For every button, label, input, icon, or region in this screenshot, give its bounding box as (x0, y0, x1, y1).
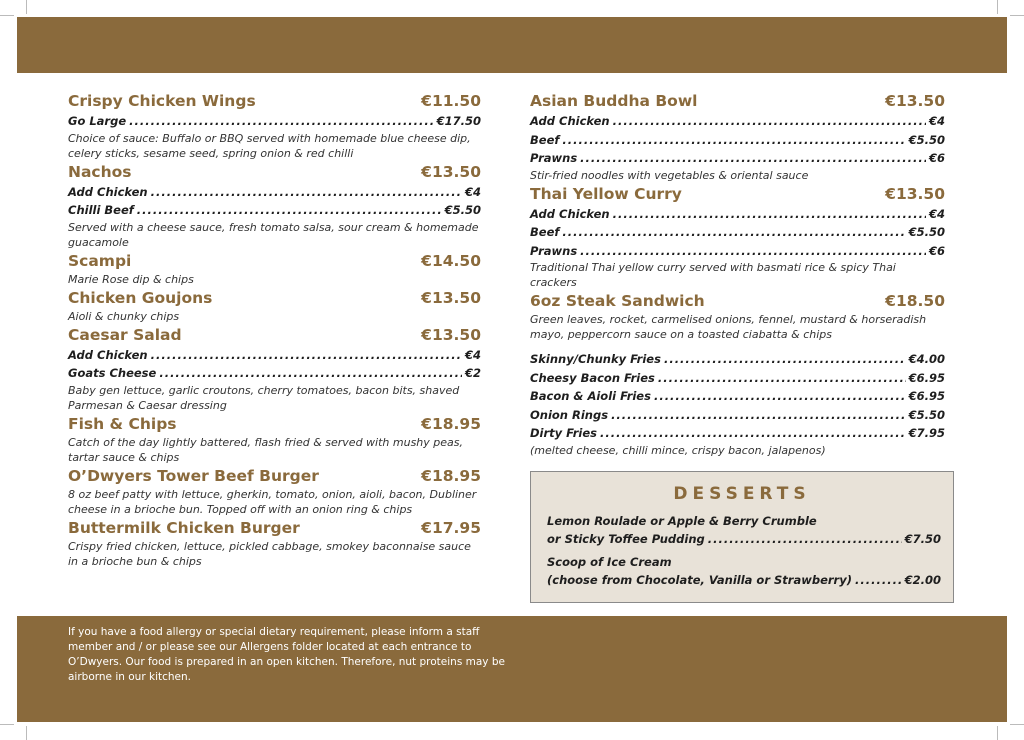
item-description: Choice of sauce: Buffalo or BBQ served with homemade blue cheese dip, celery sticks, sesame seed, spring onion & red chilli (68, 131, 471, 160)
menu-item (68, 161, 481, 250)
dot-leader (151, 346, 462, 365)
item-description: Green leaves, rocket, carmelised onions, fennel, mustard & horseradish mayo, peppercorn sauce on a toasted ciabatta & chips (530, 313, 927, 341)
dot-leader (129, 112, 433, 131)
addon-row (68, 112, 481, 131)
dot-leader (159, 364, 462, 383)
dot-leader (580, 242, 926, 261)
addon-label: Add Chicken (530, 114, 610, 128)
dot-leader (611, 406, 906, 425)
item-price: €18.50 (885, 292, 945, 310)
addon-row (530, 223, 945, 242)
item-description: Traditional Thai yellow curry served with basmati rice & spicy Thai crackers (530, 261, 896, 289)
menu-column-right (530, 90, 945, 458)
addon-price: €4 (928, 206, 945, 221)
addon-label: Prawns (530, 151, 578, 165)
addon-row (530, 149, 945, 168)
dot-leader (654, 387, 906, 406)
side-row (530, 406, 945, 425)
addon-label: Prawns (530, 243, 578, 258)
addon-label: Go Large (68, 114, 127, 128)
item-price: €11.50 (421, 92, 481, 110)
addon-row (68, 346, 481, 365)
addon-price: €6 (928, 151, 945, 165)
dot-leader (562, 131, 905, 150)
item-description: 8 oz beef patty with lettuce, gherkin, tomato, onion, aioli, bacon, Dubliner cheese in a brioche bun. Topped off with an onion ring & chips (68, 487, 477, 516)
item-description: Served with a cheese sauce, fresh tomato salsa, sour cream & homemade guacamole (68, 220, 479, 249)
addon-price: €2 (464, 366, 481, 380)
side-price: €4.00 (908, 352, 945, 366)
item-price: €13.50 (885, 92, 945, 110)
dot-leader (600, 424, 906, 443)
item-title: Nachos (68, 162, 132, 181)
dot-leader (658, 369, 906, 388)
dot-leader (613, 205, 926, 224)
side-label: Cheesy Bacon Fries (530, 370, 655, 385)
item-price: €13.50 (421, 288, 481, 307)
addon-row (530, 242, 945, 261)
dessert-label: (choose from Chocolate, Vanilla or Strawberry) (547, 572, 852, 587)
addon-price: €5.50 (908, 225, 945, 239)
side-row (530, 350, 945, 369)
menu-item (530, 183, 945, 291)
side-price: €6.95 (908, 370, 945, 385)
item-title: Chicken Goujons (68, 288, 213, 307)
side-label: Dirty Fries (530, 426, 598, 440)
menu-item (68, 250, 481, 287)
addon-label: Beef (530, 225, 560, 239)
dot-leader (708, 530, 902, 549)
item-description: Catch of the day lightly battered, flash fried & served with mushy peas, tartar sauce & chips (68, 435, 463, 464)
addon-row (530, 205, 945, 224)
item-price: €17.95 (421, 518, 481, 537)
dot-leader (855, 571, 902, 590)
allergy-note: If you have a food allergy or special dietary requirement, please inform a staff member and / or please see our Allergens folder located at each entrance to O’Dwyers. Our food is prepared in an open kitchen. Therefore, nut proteins may be airborne in our kitchen. (68, 626, 505, 683)
dot-leader (580, 149, 926, 168)
dessert-row (547, 530, 941, 549)
item-description: Marie Rose dip & chips (68, 272, 194, 286)
addon-price: €5.50 (444, 203, 481, 217)
dessert-row (547, 571, 941, 590)
addon-row (68, 183, 481, 202)
item-title: Thai Yellow Curry (530, 184, 682, 203)
addon-label: Goats Cheese (68, 366, 157, 380)
addon-row (68, 364, 481, 383)
dessert-label: or Sticky Toffee Pudding (547, 532, 705, 546)
item-description: Baby gen lettuce, garlic croutons, cherry tomatoes, bacon bits, shaved Parmesan & Caesar dressing (68, 383, 460, 412)
desserts-title: DESSERTS (673, 484, 811, 504)
dessert-line: Scoop of Ice Cream (547, 554, 672, 569)
menu-item (68, 90, 481, 161)
addon-label: Add Chicken (68, 347, 148, 362)
dot-leader (664, 350, 906, 369)
side-label: Skinny/Chunky Fries (530, 352, 661, 366)
item-description: Aioli & chunky chips (68, 309, 180, 323)
dessert-price: €2.00 (904, 572, 941, 587)
item-title: Scampi (68, 251, 132, 270)
addon-price: €17.50 (436, 114, 481, 128)
item-title: O’Dwyers Tower Beef Burger (68, 466, 319, 485)
addon-row (530, 112, 945, 131)
item-price: €14.50 (421, 251, 481, 270)
side-label: Onion Rings (530, 407, 609, 422)
dessert-line: Lemon Roulade or Apple & Berry Crumble (547, 514, 817, 528)
item-title: 6oz Steak Sandwich (530, 292, 705, 310)
dot-leader (613, 112, 926, 131)
addon-price: €4 (464, 347, 481, 362)
side-row (530, 369, 945, 388)
menu-column-left (68, 90, 481, 569)
menu-item (68, 517, 481, 569)
side-label: Bacon & Aioli Fries (530, 389, 651, 403)
item-title: Caesar Salad (68, 325, 182, 344)
menu-item (530, 90, 945, 183)
item-title: Asian Buddha Bowl (530, 92, 698, 110)
menu-item (68, 324, 481, 413)
item-description: Stir-fried noodles with vegetables & oriental sauce (530, 168, 809, 182)
addon-label: Beef (530, 132, 560, 147)
item-description: Crispy fried chicken, lettuce, pickled cabbage, smokey baconnaise sauce in a brioche bun & chips (68, 539, 471, 568)
sides-note: (melted cheese, chilli mince, crispy bacon, jalapenos) (530, 443, 826, 457)
item-price: €13.50 (421, 162, 481, 181)
side-price: €6.95 (908, 389, 945, 403)
menu-item (68, 465, 481, 517)
sides-list (530, 350, 945, 458)
item-title: Fish & Chips (68, 414, 177, 433)
dot-leader (137, 201, 442, 220)
addon-price: €4 (928, 114, 945, 128)
addon-price: €6 (928, 243, 945, 258)
side-row (530, 424, 945, 443)
item-price: €13.50 (885, 184, 945, 203)
addon-label: Add Chicken (530, 206, 610, 221)
item-price: €18.95 (421, 414, 481, 433)
menu-item (68, 413, 481, 465)
menu-item (68, 287, 481, 324)
addon-label: Add Chicken (68, 184, 148, 199)
desserts-panel (530, 471, 954, 603)
side-price: €5.50 (908, 407, 945, 422)
addon-label: Chilli Beef (68, 203, 134, 217)
item-price: €18.95 (421, 466, 481, 485)
header-band (17, 17, 1007, 73)
dessert-price: €7.50 (904, 532, 941, 546)
dot-leader (562, 223, 905, 242)
item-title: Crispy Chicken Wings (68, 92, 256, 110)
addon-row (530, 131, 945, 150)
menu-item (530, 290, 945, 342)
item-title: Buttermilk Chicken Burger (68, 518, 300, 537)
addon-row (68, 201, 481, 220)
item-price: €13.50 (421, 325, 481, 344)
addon-price: €5.50 (908, 132, 945, 147)
addon-price: €4 (464, 184, 481, 199)
side-row (530, 387, 945, 406)
side-price: €7.95 (908, 426, 945, 440)
dot-leader (151, 183, 462, 202)
